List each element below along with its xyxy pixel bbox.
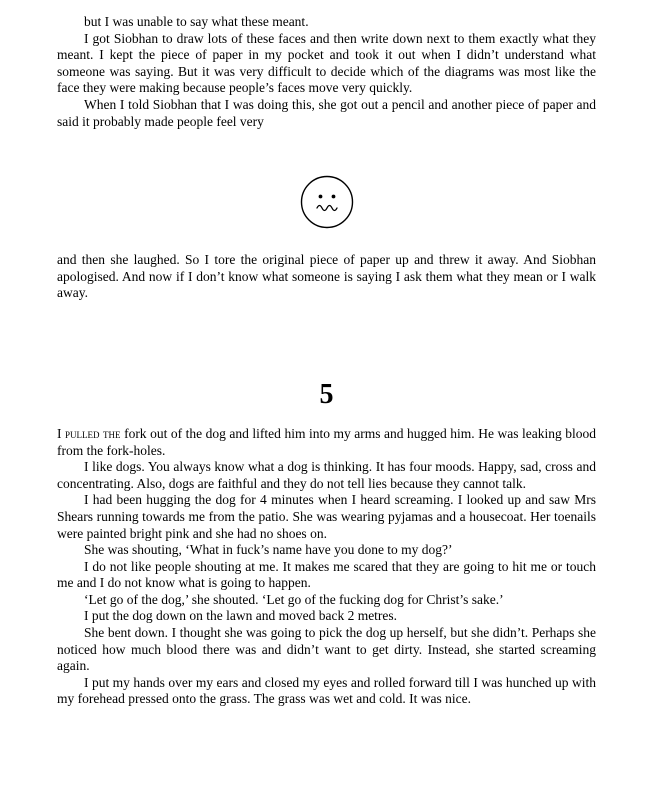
body-paragraph [57, 426, 596, 459]
chapter-number-heading: 5 [319, 378, 334, 410]
body-paragraph: She bent down. I thought she was going to pick the dog up herself, but she didn’t. Perhaps she noticed how much blood there was and didn’t want to get dirty. Instead, she started screaming again. [57, 625, 596, 674]
confused-face-illustration [57, 174, 596, 230]
body-paragraph: I got Siobhan to draw lots of these faces and then write down next to them exactly what they meant. I kept the piece of paper in my pocket and took it out when I didn’t understand what someone was saying. But it was very difficult to decide which of the diagrams was most like the face they were making because people’s faces move very quickly. [57, 30, 596, 96]
paragraph-text: fork out of the dog and lifted him into my arms and hugged him. He was leaking blood from the fork-holes. [57, 425, 596, 458]
body-paragraph: She was shouting, ‘What in fuck’s name have you done to my dog?’ [84, 542, 453, 558]
body-paragraph: I had been hugging the dog for 4 minutes when I heard screaming. I looked up and saw Mrs Shears running towards me from the patio. She was wearing pyjamas and a housecoat. Her toenails were painted bright pink and she had no shoes on. [57, 492, 596, 541]
body-paragraph: I like dogs. You always know what a dog is thinking. It has four moods. Happy, sad, cross and concentrating. Also, dogs are faithful and they do not tell lies because they cannot talk. [57, 459, 596, 491]
small-caps-lead: I pulled the [57, 425, 121, 441]
body-paragraph: I put my hands over my ears and closed my eyes and rolled forward till I was hunched up with my forehead pressed onto the grass. The grass was wet and cold. It was nice. [57, 674, 596, 707]
body-paragraph: and then she laughed. So I tore the original piece of paper up and threw it away. And Siobhan apologised. And now if I don’t know what someone is saying I ask them what they mean or I walk away. [57, 252, 596, 301]
body-paragraph: I put the dog down on the lawn and moved back 2 metres. [84, 608, 398, 624]
body-paragraph: ‘Let go of the dog,’ she shouted. ‘Let go of the fucking dog for Christ’s sake.’ [84, 591, 504, 607]
body-paragraph: but I was unable to say what these meant. [84, 14, 309, 29]
body-paragraph: I do not like people shouting at me. It makes me scared that they are going to hit me or touch me and I do not know what is going to happen. [57, 558, 596, 591]
confused-face-icon [299, 174, 355, 230]
body-paragraph: When I told Siobhan that I was doing this, she got out a pencil and another piece of paper and said it probably made people feel very [57, 96, 596, 129]
